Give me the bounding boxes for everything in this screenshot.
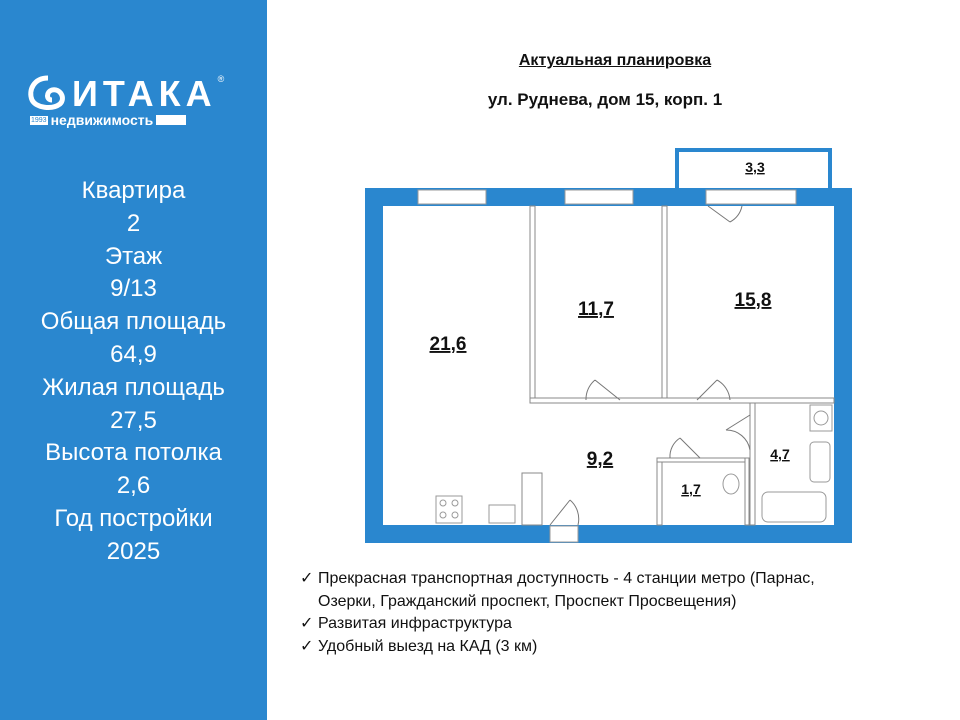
feature-item: [300, 613, 815, 636]
feature-text: Развитая инфраструктура: [318, 615, 512, 632]
toilet-icon: [723, 474, 739, 494]
info-value: 2: [126, 209, 141, 237]
features-list: [300, 568, 815, 658]
info-label: Жилая площадь: [42, 373, 225, 401]
area-kitchen-hall: 9,2: [586, 449, 614, 470]
plan-address: ул. Руднева, дом 15, корп. 1: [487, 90, 723, 109]
info-value: 2025: [106, 537, 161, 565]
feature-item-continued: [300, 591, 815, 614]
feature-text: Прекрасная транспортная доступность - 4 станции метро (Парнас,: [318, 570, 815, 587]
logo-subtitle: недвижимость: [50, 112, 154, 128]
info-value: 64,9: [110, 340, 157, 368]
logo-registered: ®: [217, 74, 225, 84]
info-label: Квартира: [81, 177, 186, 204]
stove-icon: [436, 496, 462, 523]
info-label: Этаж: [104, 242, 163, 270]
info-value: 2,6: [116, 472, 151, 500]
logo-year: 1993: [31, 116, 47, 124]
area-bedroom-large: 15,8: [734, 290, 772, 311]
logo-brand: ИТАКА: [72, 73, 217, 114]
area-living-room: 21,6: [429, 334, 467, 355]
plan-title: Актуальная планировка: [518, 52, 712, 69]
outer-walls: [365, 188, 852, 543]
check-icon: ✓: [300, 637, 314, 655]
area-bedroom: 11,7: [578, 299, 614, 320]
feature-text: Озерки, Гражданский проспект, Проспект Просвещения): [318, 592, 737, 610]
info-value: 27,5: [110, 406, 157, 434]
doors: [550, 206, 750, 525]
check-icon: ✓: [300, 615, 314, 632]
feature-item: [300, 636, 815, 659]
area-bathroom: 4,7: [770, 446, 790, 462]
info-label: Общая площадь: [40, 308, 227, 336]
area-balcony: 3,3: [745, 159, 765, 175]
interior-walls: [522, 206, 834, 525]
sink-icon: [489, 505, 515, 523]
feature-item: [300, 568, 815, 591]
fixtures: [436, 405, 832, 523]
washbasin-icon: [810, 442, 830, 482]
check-icon: ✓: [300, 570, 314, 587]
info-value: 9/13: [110, 275, 157, 303]
feature-text: Удобный выезд на КАД (3 км): [318, 637, 538, 655]
info-label: Год постройки: [54, 504, 213, 532]
windows: [418, 190, 796, 542]
bathtub-icon: [762, 492, 826, 522]
info-label: Высота потолка: [45, 439, 222, 467]
area-toilet: 1,7: [681, 481, 701, 497]
